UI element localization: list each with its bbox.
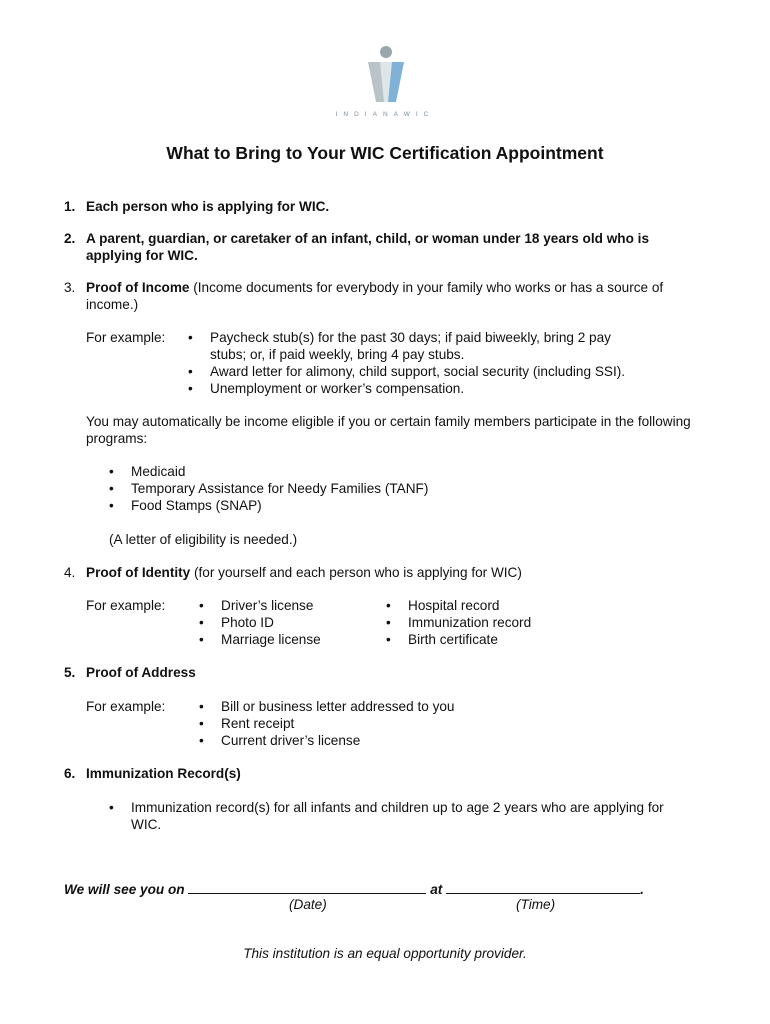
item-3-number: 3. bbox=[64, 280, 76, 295]
programs-list bbox=[109, 463, 609, 514]
list-item: • Immunization record(s) for all infants and children up to age 2 years who are applying for WIC. bbox=[109, 799, 689, 833]
list-item: • Hospital record bbox=[386, 597, 586, 614]
appointment-at: at bbox=[430, 882, 443, 897]
income-examples-list bbox=[188, 329, 648, 397]
list-item: • Award letter for alimony, child support, social security (including SSI). bbox=[188, 363, 648, 380]
time-caption: (Time) bbox=[516, 897, 556, 912]
item-6-number: 6. bbox=[64, 766, 76, 781]
item-6-heading: Immunization Record(s) bbox=[86, 766, 241, 781]
indiana-wic-logo-icon bbox=[360, 44, 412, 104]
list-item: • Current driver’s license bbox=[199, 732, 519, 749]
identity-list-col2 bbox=[386, 597, 586, 648]
item-1-number: 1. bbox=[64, 199, 76, 214]
appointment-period: . bbox=[640, 882, 644, 897]
letter-note: (A letter of eligibility is needed.) bbox=[109, 532, 298, 547]
list-item: • Food Stamps (SNAP) bbox=[109, 497, 609, 514]
list-item: • Birth certificate bbox=[386, 631, 586, 648]
list-item: • Unemployment or worker’s compensation. bbox=[188, 380, 648, 397]
item-4-text bbox=[86, 564, 706, 581]
list-item: • Paycheck stub(s) for the past 30 days; if paid biweekly, bring 2 pay stubs; or, if paid weekly, bring 4 pay stubs. bbox=[188, 329, 648, 363]
item-4-number: 4. bbox=[64, 565, 76, 580]
item-2-number: 2. bbox=[64, 231, 76, 246]
list-item: • Photo ID bbox=[199, 614, 369, 631]
item-2-text: A parent, guardian, or caretaker of an infant, child, or woman under 18 years old who is applying for WIC. bbox=[86, 231, 650, 263]
auto-eligible-text: You may automatically be income eligible if you or certain family members participate in the following programs: bbox=[86, 414, 691, 446]
appointment-prefix: We will see you on bbox=[64, 882, 185, 897]
list-item: • Driver’s license bbox=[199, 597, 369, 614]
item-5-heading: Proof of Address bbox=[86, 665, 196, 680]
address-list bbox=[199, 698, 519, 749]
page-title: What to Bring to Your WIC Certification Appointment bbox=[166, 143, 604, 163]
appointment-line bbox=[64, 879, 644, 897]
list-item: • Temporary Assistance for Needy Families (TANF) bbox=[109, 480, 609, 497]
item-3-heading: Proof of Income bbox=[86, 280, 190, 295]
logo-text: INDIANAWIC bbox=[335, 111, 435, 118]
footer-statement: This institution is an equal opportunity provider. bbox=[243, 946, 527, 961]
list-item: • Rent receipt bbox=[199, 715, 519, 732]
item-4-heading: Proof of Identity bbox=[86, 565, 191, 580]
list-item: • Medicaid bbox=[109, 463, 609, 480]
identity-example-label: For example: bbox=[86, 598, 166, 613]
item-3-note: (Income documents for everybody in your family who works or has a source of income.) bbox=[86, 280, 664, 312]
list-item: • Marriage license bbox=[199, 631, 369, 648]
item-5-number: 5. bbox=[64, 665, 76, 680]
item-1-text: Each person who is applying for WIC. bbox=[86, 199, 330, 214]
item-4-note: (for yourself and each person who is applying for WIC) bbox=[190, 565, 522, 580]
immunization-list bbox=[109, 799, 689, 833]
item-3-text bbox=[86, 279, 686, 313]
identity-list-col1 bbox=[199, 597, 369, 648]
date-field[interactable] bbox=[188, 879, 426, 894]
list-item: • Immunization record bbox=[386, 614, 586, 631]
list-item: • Bill or business letter addressed to you bbox=[199, 698, 519, 715]
date-caption: (Date) bbox=[289, 897, 327, 912]
address-example-label: For example: bbox=[86, 699, 166, 714]
time-field[interactable] bbox=[446, 879, 640, 894]
income-example-label: For example: bbox=[86, 330, 166, 345]
